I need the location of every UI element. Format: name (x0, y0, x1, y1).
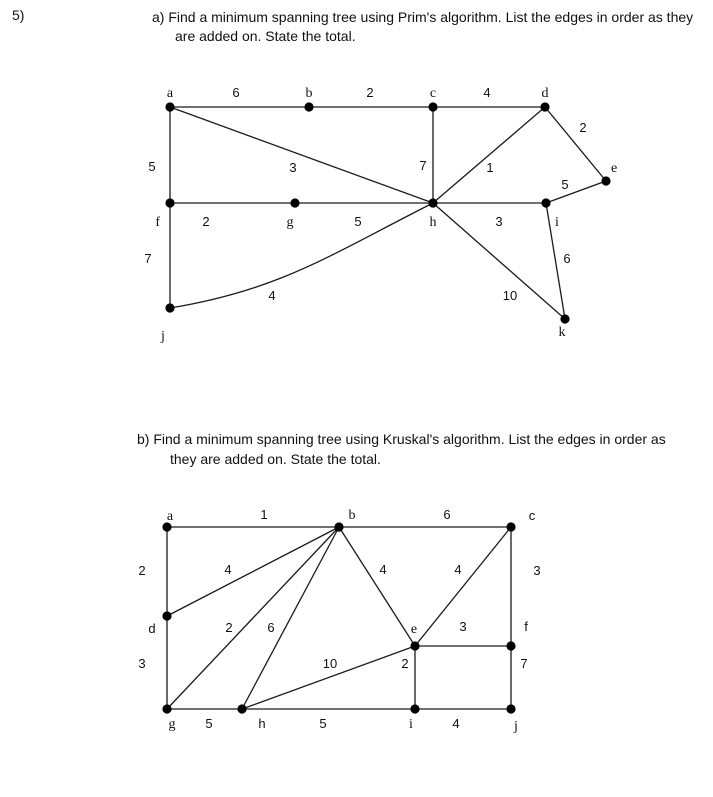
graph-a-weight-g-h: 5 (354, 214, 362, 229)
graph-a-weight-f-j: 7 (144, 251, 152, 266)
graph-a-vertex-label-a: a (166, 86, 174, 101)
graph-b-vertex-b (334, 522, 343, 531)
graph-b-weight-c-f: 3 (533, 563, 541, 578)
graph-b-vertex-label-g: g (168, 717, 176, 732)
graph-a-vertex-label-k: k (558, 325, 566, 340)
problem-number: 5) (12, 7, 25, 23)
part-a-instruction-line2: are added on. State the total. (175, 28, 356, 44)
graph-b-vertex-label-h: h (258, 716, 266, 731)
graph-b-edge-h-b (242, 527, 339, 709)
graph-b-weight-f-j: 7 (520, 656, 528, 671)
graph-b-weights (138, 507, 540, 731)
graph-b-edge-g-b (167, 527, 339, 709)
graph-b-vertices (148, 508, 535, 734)
graph-b-weight-a-b: 1 (260, 507, 268, 522)
graph-b-weight-e-i: 2 (401, 656, 409, 671)
graph-a-weight-h-k: 10 (502, 288, 518, 303)
graph-b-vertex-label-j: j (514, 719, 518, 734)
graph-a-vertex-label-g: g (286, 215, 294, 230)
graph-a-weight-d-e: 2 (579, 120, 587, 135)
graph-a-vertex-label-c: c (429, 86, 437, 101)
graph-a-vertex-label-e: e (611, 161, 618, 176)
graph-a-weight-a-b: 6 (232, 85, 240, 100)
graph-a-weight-j-h: 4 (268, 288, 276, 303)
graph-b-vertex-j (506, 704, 515, 713)
graph-b-weight-i-j: 4 (452, 716, 460, 731)
graph-b-weight-g-b: 2 (225, 620, 233, 635)
graph-b-weight-b-e: 4 (379, 562, 387, 577)
graph-b-edges (167, 527, 511, 709)
graph-b-vertex-label-b: b (348, 508, 356, 523)
graph-a-vertex-label-f: f (155, 215, 160, 230)
graph-b-vertex-e (410, 641, 419, 650)
graph-b-vertex-c (506, 522, 515, 531)
part-a-instruction-line1: a) Find a minimum spanning tree using Prim's algorithm. List the edges in order as they (152, 9, 694, 25)
graph-b-vertex-label-f: f (524, 619, 528, 634)
graph-b-weight-d-b: 4 (224, 562, 232, 577)
graph-b-weight-h-i: 5 (319, 716, 327, 731)
graph-a-weight-a-h: 3 (289, 160, 297, 175)
graph-b-vertex-label-a: a (166, 509, 174, 524)
graph-a-weight-h-i: 3 (495, 214, 503, 229)
graph-b-weight-h-e: 10 (322, 656, 338, 671)
graph-a-vertex-label-j: j (161, 329, 165, 344)
graph-a-vertex-label-d: d (541, 86, 549, 101)
part-b-instruction-line1: b) Find a minimum spanning tree using Kruskal's algorithm. List the edges in order as (137, 431, 666, 447)
graph-b-vertex-label-e: e (410, 622, 418, 637)
graph-b-weight-g-h: 5 (205, 716, 213, 731)
graph-a-weight-f-g: 2 (202, 214, 210, 229)
graph-a-weight-d-h: 1 (486, 160, 494, 175)
graph-b-edge-b-e (339, 527, 418, 646)
graph-b-vertex-g (162, 704, 171, 713)
graph-a-weight-c-h: 7 (419, 158, 427, 173)
graph-b-weight-e-c: 4 (454, 562, 462, 577)
graph-b-vertex-label-i: i (409, 717, 413, 732)
graph-a-weight-b-c: 2 (366, 85, 374, 100)
graph-b-weight-h-b: 6 (267, 620, 275, 635)
graph-a-weight-c-d: 4 (483, 85, 491, 100)
graph-b-vertex-f (506, 641, 515, 650)
graph-b-vertex-d (162, 611, 171, 620)
graph-b-weight-a-d: 2 (138, 563, 146, 578)
graph-b-vertex-h (237, 704, 246, 713)
graph-a-vertex-label-h: h (429, 215, 437, 230)
graph-b-weight-b-c: 6 (443, 507, 451, 522)
graph-a-vertex-label-i: i (555, 215, 559, 230)
graph-a-weight-i-k: 6 (563, 251, 571, 266)
graph-a-weight-a-f: 5 (148, 159, 156, 174)
part-b-instruction-line2: they are added on. State the total. (170, 451, 381, 467)
graph-b-vertex-label-d: d (148, 621, 156, 636)
graph-b-weight-d-g: 3 (138, 656, 146, 671)
graph-a-vertex-label-b: b (305, 86, 313, 101)
graph-b-vertex-label-c: c (528, 508, 536, 523)
graph-a-weight-e-i: 5 (561, 177, 569, 192)
graph-b-vertex-i (410, 704, 419, 713)
graph-b-edge-d-b (167, 527, 339, 616)
graph-b-weight-e-f: 3 (459, 619, 467, 634)
